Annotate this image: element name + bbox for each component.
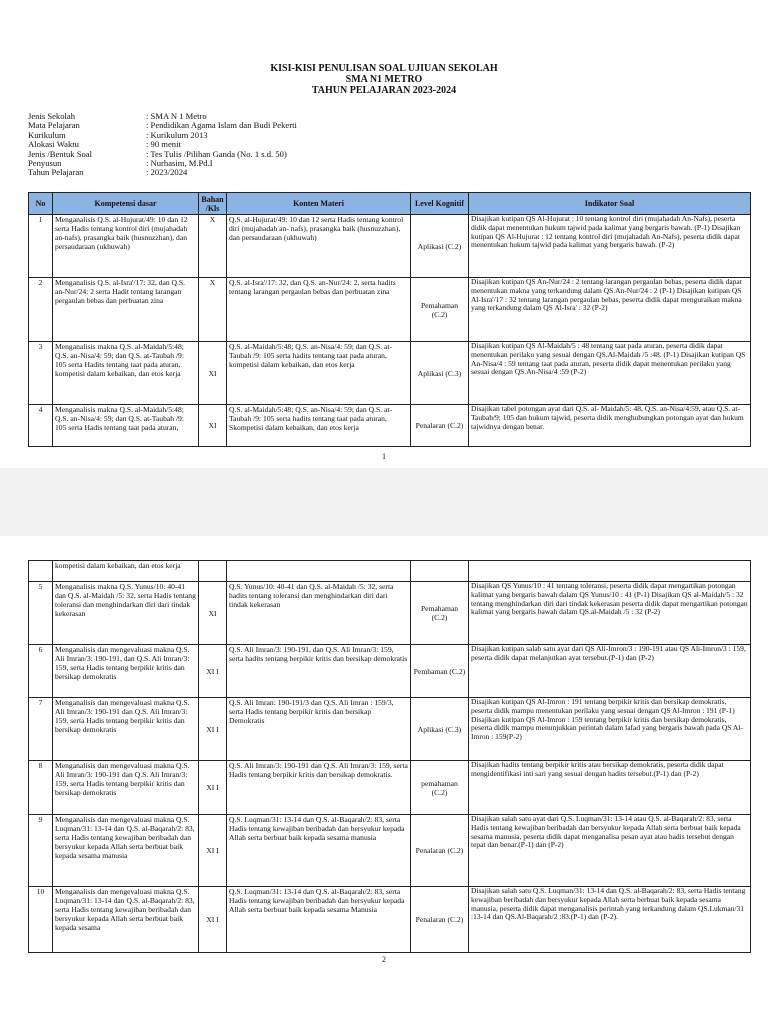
meta-label: Jenis Sekolah — [28, 111, 76, 121]
academic-year-title: TAHUN PELAJARAN 2023-2024 — [311, 85, 457, 96]
row-kelas: XI I — [199, 698, 227, 761]
document-meta — [28, 112, 297, 178]
row-indikator: Disajikan hadits tentang berpikir kritis atau bersikap demokratis, peserta didik dapat mengidentifikasi inti sari yang sesuai dengan hadits tersebut.(P-1) dan (P-2) — [469, 761, 751, 815]
table-row — [29, 342, 751, 405]
meta-value: : Pendidikan Agama Islam dan Budi Pekerti — [146, 120, 297, 131]
meta-value: : SMA N 1 Metro — [146, 111, 207, 121]
row-number: 6 — [29, 645, 53, 698]
row-number: 7 — [29, 698, 53, 761]
grid-table-page-1 — [28, 192, 751, 447]
row-indikator: Disajikan kutipan QS Al-Imron : 191 tentang berpikir kritis dan bersikap demokratis, peserta didik mampu menentukan perilaku yang sesuai dengan QS Al-Imron : 191 (P-1) Disajikan kutipan QS Al-Imron : 159 tentang berpikir kritis dan bersikap demokratis, peserta didik mampu menunjukkan perintah dalam lafad yang bergaris bawah pada QS Al-Imron : 159(P-2) — [469, 698, 751, 761]
header-level: Level Kognitif — [411, 193, 469, 215]
row-indikator: Disajikan kutipan QS Al-Maidah/5 : 48 tentang taat pada aturan, peserta didik dapat menentukan perilaku yang sesuai dengan QS.Al-Maidah /5 :48. (P-1) Disajikan kutipan QS An-Nisa/4 : 59 tentang taat pada aturan, peserta didik dapat menentukan perilaku yang sesuai dengan QS.An-Nisa/4 :59 (P-2) — [469, 342, 751, 405]
row-level: Pemahaman (C.2) — [411, 278, 469, 342]
document-page-2 — [0, 536, 768, 1024]
meta-label: Jenis /Bentuk Soal — [28, 148, 92, 159]
row-level: Aplikasi (C.2) — [411, 215, 469, 278]
row-kompetensi: Menganalisis makna Q.S. al-Maidah/5:48; Q.S. an-Nisa/4: 59; dan Q.S. at-Taubah /9: 105 serta Hadis tentang taat pada aturan, — [53, 405, 199, 447]
row-number — [29, 561, 53, 582]
row-kompetensi: Menganalisis Q.S. al-Hujurat/49: 10 dan 12 serta Hadis tentang kontrol diri (mujahadah an-nafs), prasangka baik (husnuzzhan), dan persaudaraan (ukhuwah) — [53, 215, 199, 278]
row-indikator: Disajikan kutipan salah satu ayat dari QS Ali-Imron/3 : 190-191 atau QS Ali-Imron/3 : 159, peserta didik dapat melanjutkan ayat tersebut.(P-1) dan (P-2) — [469, 645, 751, 698]
header-kompetensi: Kompetensi dasar — [53, 193, 199, 215]
row-number: 10 — [29, 887, 53, 953]
row-number: 1 — [29, 215, 53, 278]
row-indikator: Disajikan kutipan QS An-Nur/24 : 2 tentang larangan pergaulan bebas, peserta didik dapat menentukan makna yang terkandung dalam QS.An-Nur/24 : 2 (P-1) Disajikan kutipan QS Al-Isra'/17 : 32 tentang larangan pergaulan bebas, peserta didik dapat menguraikan makna yang terkandung dalam QS Al-Isra' : 32 (P-2) — [469, 278, 751, 342]
meta-value: : Tes Tulis /Pilihan Ganda (No. 1 s.d. 50) — [146, 148, 287, 159]
row-indikator: Disajikan salah satu Q.S. Luqman/31: 13-14 dan Q.S. al-Baqarah/2: 83, serta Hadis tentang kewajiban beribadah dan bersyukur kepada Allah serta berbuat baik kepada sesama manusia, peserta didik dapat menganalisis perintah yang terkandung dalam QS.Lukman/31 :13-14 dan QS.Al-Baqarah/2 :83.(P-1) dan (P-2). — [469, 887, 751, 953]
table-row — [29, 278, 751, 342]
row-kompetensi: Menganalisis makna Q.S. Yunus/10: 40-41 dan Q.S. al-Maidah /5: 32, serta Hadis tentang toleransi dan menghindarkan diri dari tindak kekerasan — [53, 582, 199, 645]
table-row — [29, 405, 751, 447]
row-level: pemahaman (C.2) — [411, 761, 469, 815]
row-kelas: X — [199, 278, 227, 342]
row-number: 2 — [29, 278, 53, 342]
meta-value: : Kurikulum 2013 — [146, 129, 208, 140]
table-row — [29, 761, 751, 815]
row-number: 9 — [29, 815, 53, 887]
table-row — [29, 215, 751, 278]
row-materi — [227, 561, 411, 582]
row-number: 5 — [29, 582, 53, 645]
row-materi: Q.S. al-Maidah/5:48; Q.S. an-Nisa/4: 59; dan Q.S. at- Taubah /9: 105 serta hadits tentang taat pada aturan, kompetisi dalam kebaikan, dan etos kerja — [227, 342, 411, 405]
row-level: Pemhaman (C.2) — [411, 645, 469, 698]
row-kompetensi: Menganalisis dan mengevaluasi makna Q.S. Ali Imran/3: 190-191, dan Q.S. Ali Imran/3: 159, serta Hadis tentang berpikir kritis dan bersikap demokratis — [53, 645, 199, 698]
row-indikator — [469, 561, 751, 582]
row-materi: Q.S. Ali Imran: 190-191/3 dan Q.S. Ali Imran : 159/3, serta Hadis tentang berpikir kritis dan bersikap Demokratis — [227, 698, 411, 761]
school-name: SMA N1 METRO — [345, 74, 423, 85]
row-kelas: XI I — [199, 645, 227, 698]
row-kelas: XI I — [199, 887, 227, 953]
row-level: Penalaran (C.2) — [411, 405, 469, 447]
table-row — [29, 645, 751, 698]
meta-label: Tahun Pelajaran — [28, 167, 84, 178]
meta-label: Mata Pelajaran — [28, 120, 80, 131]
page-number: 2 — [382, 955, 386, 964]
row-indikator: Disajikan QS Yunus/10 : 41 tentang toleransi, peserta didik dapat mengartikan potongan kalimat yang bergaris bawah dalam QS Yunus/10 : 41 (P-1) Disajikan QS al-Maidah/5 : 32 tentang menghindarkan diri dari tindak kekerasan peserta didik dapat mengartikan potongan kalimat yang bergaris bawah dalam QS.al-Maidah /5 : 32 (P-2) — [469, 582, 751, 645]
row-kelas: X — [199, 215, 227, 278]
row-level: Penalaran (C.2) — [411, 887, 469, 953]
row-indikator: Disajikan salah satu ayat dari Q.S. Luqman/31: 13-14 atau Q.S. al-Baqarah/2: 83, serta Hadis tentang kewajiban beribadah dan bersyukur kepada Allah serta berbuat baik kepada sesama manusia, peserta didik dapat menganalisa pesan ayat atau hadis tersebut dengan tepat dan benar.(P-1) dan (P-2) — [469, 815, 751, 887]
row-kelas: XI — [199, 405, 227, 447]
row-level: Penalaran (C.2) — [411, 815, 469, 887]
meta-label: Penyusun — [28, 158, 62, 169]
meta-value: : Nurhasim, M.Pd.I — [146, 158, 213, 169]
row-number: 3 — [29, 342, 53, 405]
header-kelas: Bahan /Kls — [199, 193, 227, 215]
row-kelas: XI — [199, 342, 227, 405]
meta-value: : 90 menit — [146, 139, 181, 150]
row-kompetensi: Menganalisis Q.S. al-Isra'/17: 32, dan Q.S. an-Nur/24: 2 serta Hadit tentang larangan pergaulan bebas dan perbuatan zina — [53, 278, 199, 342]
table-row — [29, 582, 751, 645]
row-materi: Q.S. Luqman/31: 13-14 dan Q.S. al-Baqarah/2: 83, serta Hadis tentang kewajiban beribadah dan bersyukur kepada Allah serta berbuat baik kepada sesama manusia — [227, 815, 411, 887]
row-level: Pemahaman (C.2) — [411, 582, 469, 645]
row-materi: Q.S. Luqman/31: 13-14 dan Q.S. al-Baqarah/2: 83, serta Hadis tentang kewajiban beribadah dan bersyukur kepada Allah serta berbuat baik kepada sesama Manusia — [227, 887, 411, 953]
row-kompetensi: Menganalisis dan mengevaluasi makna Q.S. Luqman/31: 13-14 dan Q.S. al-Baqarah/2: 83, serta Hadis tentang kewajiban beribadah dan bersyukur kepada Allah serta berbuat baik kepada sesama — [53, 887, 199, 953]
row-kelas — [199, 561, 227, 582]
row-materi: Q.S. al-Hujurat/49: 10 dan 12 serta Hadis tentang kontrol diri (mujahadah an- nafs), prasangka baik (husnuzzhan), dan persaudaraan (ukhuwah) — [227, 215, 411, 278]
document-page-1 — [0, 0, 768, 468]
row-number: 4 — [29, 405, 53, 447]
row-kompetensi: kompetisi dalam kebaikan, dan etos kerja — [53, 561, 199, 582]
header-no: No — [29, 193, 53, 215]
row-materi: Q.S. Ali Imran/3: 190-191, dan Q.S. Ali Imran/3: 159, serta hadits tentang berpikir kritis dan bersikap demokratis — [227, 645, 411, 698]
meta-label: Kurikulum — [28, 129, 66, 140]
row-kelas: XI I — [199, 761, 227, 815]
table-row — [29, 698, 751, 761]
row-materi: Q.S. al-Maidah/5:48; Q.S. an-Nisa/4: 59; dan Q.S. at- Taubah /9: 105 serta hadits tentang taat pada aturan, Skompetisi dalam kebaikan, dan etos kerja — [227, 405, 411, 447]
row-materi: Q.S. al-Isra'/17: 32, dan Q.S. an-Nur/24: 2, serta hadits tentang larangan pergaulan bebas dan perbuatan zina — [227, 278, 411, 342]
row-kelas: XI — [199, 582, 227, 645]
row-kompetensi: Menganalisis dan mengevaluasi makna Q.S. Ali Imran/3: 190-191 dan Q.S. Ali Imran/3: 159, serta Hadis tentang berpikir kritis dan bersikap demokratis — [53, 761, 199, 815]
row-level: Aplikasi (C.3) — [411, 342, 469, 405]
row-kelas: XI I — [199, 815, 227, 887]
meta-value: : 2023/2024 — [146, 167, 188, 178]
grid-table-page-2 — [28, 560, 751, 953]
row-kompetensi: Menganalisis dan mengevaluasi makna Q.S. Luqman/31: 13-14 dan Q.S. al-Baqarah/2: 83, serta Hadis tentang kewajiban beribadah dan bersyukur kepada Allah serta berbuat baik kepada sesama manusia — [53, 815, 199, 887]
table-row — [29, 815, 751, 887]
row-level: Aplikasi (C.3) — [411, 698, 469, 761]
header-indikator: Indikator Soal — [469, 193, 751, 215]
table-row-continued — [29, 561, 751, 582]
row-kompetensi: Menganalisis dan mengevaluasi makna Q.S. Ali Imran/3: 190-191 dan Q.S. Ali Imran/3: 159, serta Hadis tentang berpikir kritis dan bersikap demokratis — [53, 698, 199, 761]
row-number: 8 — [29, 761, 53, 815]
header-materi: Konten Materi — [227, 193, 411, 215]
row-indikator: Disajikan kutipan QS Al-Hujurat : 10 tentang kontrol diri (mujahadah An-Nafs), peserta didik dapat menentukan hukum tajwid pada kalimat yang bergaris bawah. (P-1) Disajikan kutipan QS Al-Hujurat : 12 tentang kontrol diri (mujahadah An-Nafs), peserta didik dapat menentukan hukum tajwid pada kalimat yang bergaris bawah. (P-2) — [469, 215, 751, 278]
row-kompetensi: Menganalisis makna Q.S. al-Maidah/5:48; Q.S. an-Nisa/4: 59; dan Q.S. at-Taubah /9: 105 serta Hadits tentang taat pada aturan, kompetisi dalam kebaikan, dan etos kerja — [53, 342, 199, 405]
row-level — [411, 561, 469, 582]
table-row — [29, 887, 751, 953]
meta-label: Alokasi Waktu — [28, 139, 79, 150]
row-materi: Q.S. Yunus/10: 40-41 dan Q.S. al-Maidah /5: 32, serta hadits tentang toleransi dan menghindarkan diri dari tindak kekerasan — [227, 582, 411, 645]
meta-row — [28, 168, 297, 177]
row-indikator: Disajikan tabel potongan ayat dari Q.S. al- Maidah/5: 48, Q.S. an-Nisa/4:59, atau Q.S. at- Taubah/9: 105 dan hukum tajwid, peserta didik menghubungkan potongan ayat dan hukum tajwidnya dengan benar. — [469, 405, 751, 447]
doc-title: KISI-KISI PENULISAN SOAL UJIUAN SEKOLAH — [270, 63, 498, 74]
row-materi: Q.S. Ali Imran/3: 190-191 dan Q.S. Ali Imran/3: 159, serta Hadis tentang berpikir kritis dan bersikap demokratis. — [227, 761, 411, 815]
page-number: 1 — [382, 452, 386, 461]
table-header-row — [29, 193, 751, 215]
